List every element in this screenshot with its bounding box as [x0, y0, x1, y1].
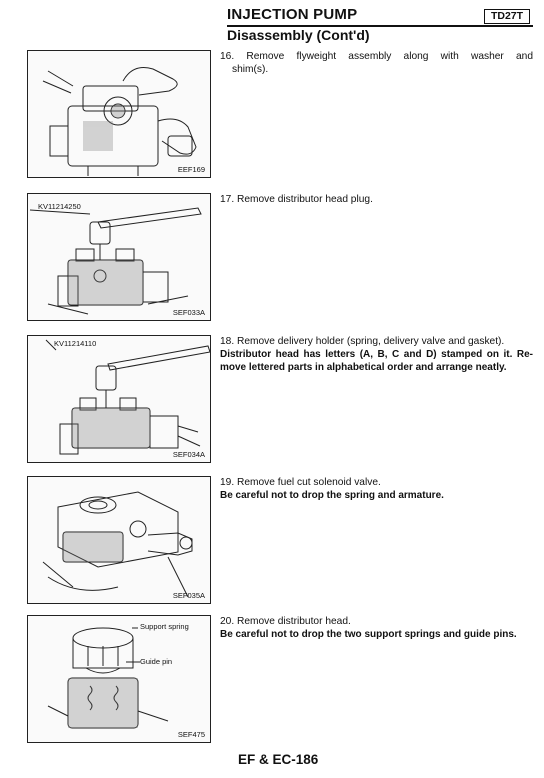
figure-distributor-head-removal: [27, 615, 211, 743]
illustration-flyweight: [28, 51, 211, 178]
step-18-note-line1: Distributor head has letters (A, B, C and D) stamped on it. Re-: [220, 349, 533, 360]
step-20-note: Be careful not to drop the two support springs and guide pins.: [220, 629, 517, 640]
step-18-note-line2: move lettered parts in alphabetical order and arrange neatly.: [220, 362, 507, 373]
figure-code: SEF033A: [172, 308, 205, 317]
figure-head-plug-removal: [27, 193, 211, 321]
special-tool-label: KV11214250: [38, 202, 81, 211]
special-tool-label: KV11214110: [54, 339, 97, 348]
step-16-text-line2: shim(s).: [232, 64, 269, 75]
step-19-text: 19. Remove fuel cut solenoid valve.: [220, 477, 381, 488]
figure-delivery-holder-removal: [27, 335, 211, 463]
figure-code: SEF035A: [172, 591, 205, 600]
callout-support-spring: Support spring: [140, 622, 189, 631]
illustration-delivery-holder: [28, 336, 211, 463]
illustration-head-plug: [28, 194, 211, 321]
figure-code: SEF475: [177, 730, 205, 739]
step-17: [220, 193, 533, 206]
figure-code: SEF034A: [172, 450, 205, 459]
engine-code-badge: TD27T: [484, 9, 530, 24]
section-subtitle: Disassembly (Cont'd): [227, 27, 370, 43]
step-18: [220, 335, 533, 374]
step-17-text: 17. Remove distributor head plug.: [220, 194, 373, 205]
step-16-text-line1: 16. Remove flyweight assembly along with washer and: [220, 51, 533, 62]
step-20-text: 20. Remove distributor head.: [220, 616, 351, 627]
illustration-solenoid: [28, 477, 211, 604]
step-19-note: Be careful not to drop the spring and armature.: [220, 490, 444, 501]
page-number: EF & EC-186: [238, 752, 319, 767]
figure-flyweight-removal: [27, 50, 211, 178]
step-16: [220, 50, 533, 76]
figure-code: EEF169: [177, 165, 205, 174]
illustration-distributor-head: [28, 616, 211, 743]
callout-guide-pin: Guide pin: [140, 657, 173, 666]
figure-solenoid-removal: [27, 476, 211, 604]
step-20: [220, 615, 533, 641]
section-title: INJECTION PUMP: [227, 6, 358, 23]
step-18-text: 18. Remove delivery holder (spring, delivery valve and gasket).: [220, 336, 505, 347]
step-19: [220, 476, 533, 502]
